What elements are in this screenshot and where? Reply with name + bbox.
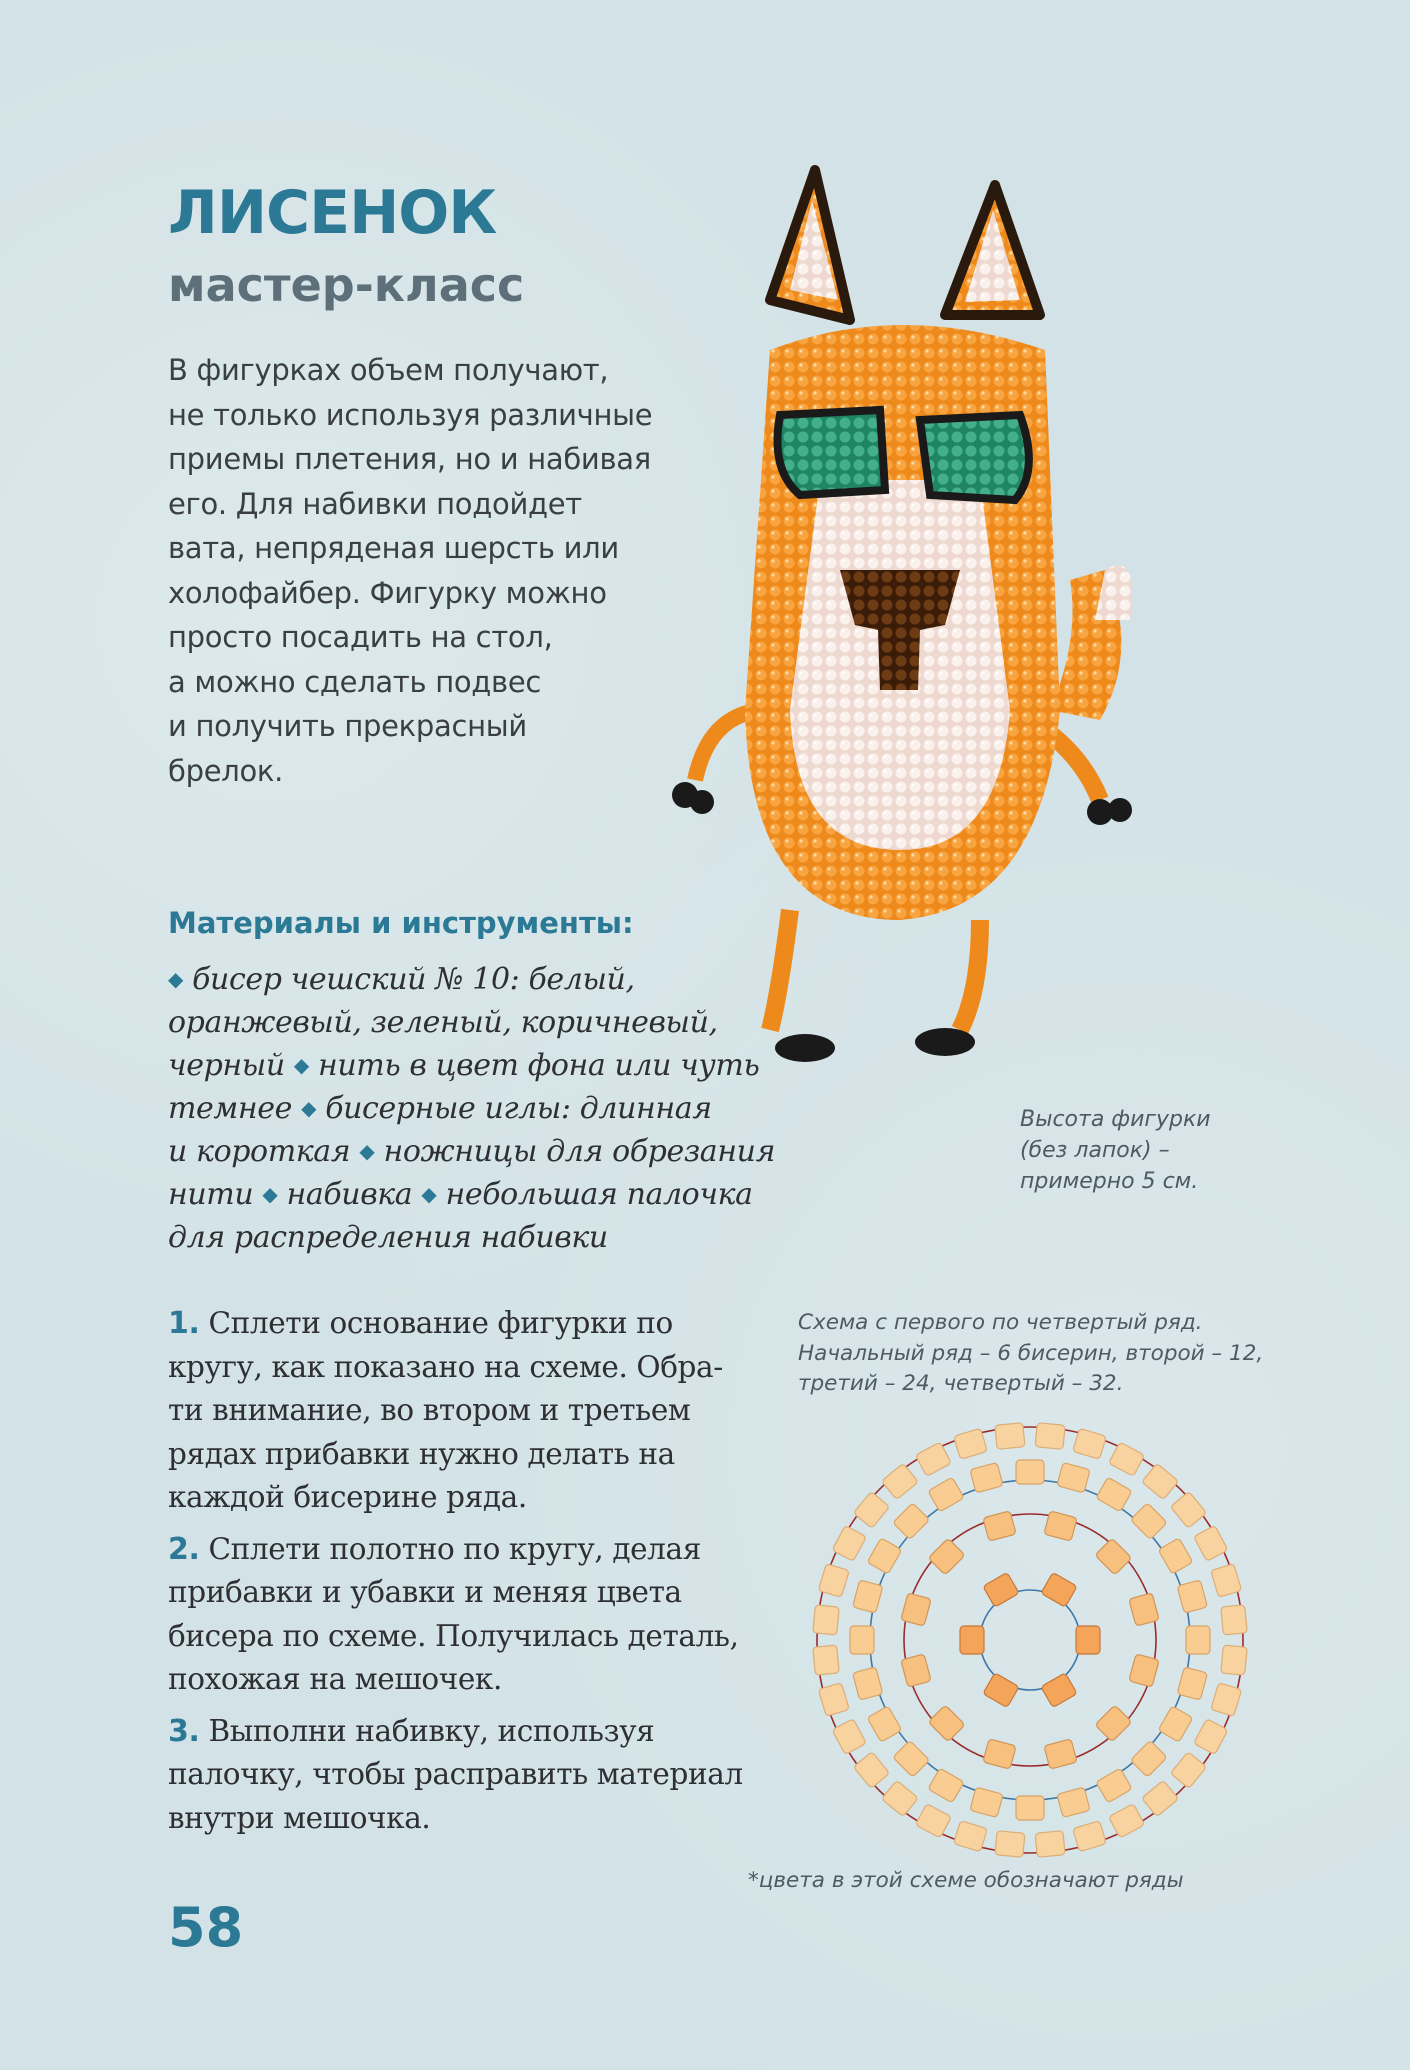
steps-list xyxy=(168,1302,768,1848)
materials-line xyxy=(168,1001,788,1044)
bullet-icon: ◆ xyxy=(359,1139,375,1163)
scheme-bead-row-3 xyxy=(928,1477,964,1512)
step-line xyxy=(168,1302,768,1346)
scheme-bead-row-3 xyxy=(1130,1503,1167,1540)
intro-line: холофайбер. Фигурку можно xyxy=(168,575,607,610)
step-3 xyxy=(168,1710,768,1841)
scheme-bead-row-2 xyxy=(1095,1538,1132,1575)
scheme-bead-row-3 xyxy=(850,1626,874,1654)
scheme-bead-row-4 xyxy=(881,1463,918,1499)
scheme-bead-row-3 xyxy=(1096,1477,1132,1512)
intro-line: вата, непряденая шерсть или xyxy=(168,531,619,565)
scheme-bead-row-2 xyxy=(1044,1739,1077,1769)
materials-line xyxy=(168,1216,788,1259)
scheme-bead-row-2 xyxy=(901,1593,931,1626)
step-line: похожая на мешочек. xyxy=(168,1662,502,1696)
scheme-bead-row-4 xyxy=(818,1683,849,1717)
scheme-bead-row-4 xyxy=(995,1423,1025,1450)
thread-lines xyxy=(817,1427,1243,1853)
scheme-bead-row-3 xyxy=(1177,1667,1207,1700)
scheme-bead-row-4 xyxy=(915,1442,951,1476)
scheme-bead-row-2 xyxy=(928,1538,965,1575)
page-number: 58 xyxy=(168,1896,244,1959)
intro-line: его. Для набивки подойдет xyxy=(168,486,582,521)
bullet-icon: ◆ xyxy=(168,967,183,991)
scheme-bead-row-4 xyxy=(954,1821,988,1852)
bullet-icon: ◆ xyxy=(301,1096,317,1120)
step-number: 2. xyxy=(168,1531,200,1567)
scheme-bead-row-4 xyxy=(1142,1780,1179,1816)
materials-line xyxy=(168,1173,788,1216)
step-1 xyxy=(168,1302,768,1520)
scheme-bead-row-4 xyxy=(832,1525,866,1561)
scheme-bead-row-4 xyxy=(1035,1423,1065,1450)
materials-line xyxy=(168,958,788,1001)
scheme-bead-row-1 xyxy=(983,1572,1019,1607)
scheme-bead-row-3 xyxy=(867,1706,902,1742)
step-line xyxy=(168,1710,768,1754)
scheme-bead-row-4 xyxy=(1142,1463,1179,1499)
material-item: нити xyxy=(168,1177,254,1212)
scheme-bead-row-3 xyxy=(928,1768,964,1803)
step-2 xyxy=(168,1528,768,1702)
step-line: внутри мешочка. xyxy=(168,1800,431,1835)
scheme-bead-row-4 xyxy=(1170,1752,1206,1789)
material-item: темнее xyxy=(168,1091,292,1126)
scheme-bead-row-4 xyxy=(813,1605,840,1635)
material-item: набивка xyxy=(286,1177,413,1212)
caption-line: примерно 5 см. xyxy=(1020,1169,1199,1194)
scheme-bead-row-4 xyxy=(915,1804,951,1838)
scheme-bead-row-3 xyxy=(1130,1740,1167,1777)
scheme-bead-row-4 xyxy=(1073,1821,1107,1852)
scheme-bead-row-4 xyxy=(1194,1719,1228,1755)
scheme-bead-row-2 xyxy=(928,1705,965,1742)
material-item: бисер чешский № 10: белый, xyxy=(192,962,635,997)
beaded-fox-photo xyxy=(600,150,1200,1080)
intro-line: В фигурках объем получают, xyxy=(168,353,609,387)
page-subtitle: мастер-класс xyxy=(168,258,525,312)
intro-line: брелок. xyxy=(168,753,284,788)
intro-line: не только используя различные xyxy=(168,397,653,432)
page-title: ЛИСЕНОК xyxy=(168,178,497,248)
scheme-bead-row-3 xyxy=(893,1503,930,1540)
step-number: 1. xyxy=(168,1306,200,1341)
scheme-bead-row-3 xyxy=(1158,1706,1193,1742)
caption-line: Высота фигурки xyxy=(1020,1107,1211,1132)
step-line: прибавки и убавки и меняя цвета xyxy=(168,1575,682,1609)
material-item: для распределения набивки xyxy=(168,1220,608,1255)
intro-line: просто посадить на стол, xyxy=(168,620,553,654)
scheme-bead-row-3 xyxy=(852,1580,882,1613)
bullet-icon: ◆ xyxy=(262,1182,278,1206)
scheme-bead-row-3 xyxy=(893,1740,930,1777)
scheme-bead-row-4 xyxy=(954,1428,988,1459)
scheme-bead-row-3 xyxy=(970,1462,1003,1492)
step-line: палочку, чтобы расправить материал xyxy=(168,1757,743,1791)
intro-line: и получить прекрасный xyxy=(168,709,527,743)
step-number: 3. xyxy=(168,1713,200,1749)
scheme-bead-row-1 xyxy=(983,1673,1019,1708)
scheme-bead-row-2 xyxy=(983,1511,1016,1541)
scheme-bead-row-4 xyxy=(853,1752,889,1789)
scheme-bead-row-4 xyxy=(1109,1442,1145,1476)
materials-heading: Материалы и инструменты: xyxy=(168,906,634,940)
step-line: рядах прибавки нужно делать на xyxy=(168,1436,675,1471)
thread-ring xyxy=(817,1427,1243,1853)
materials-list xyxy=(168,958,788,1259)
scheme-bead-row-4 xyxy=(995,1831,1025,1858)
scheme-bead-row-2 xyxy=(1044,1511,1077,1541)
scheme-bead-row-1 xyxy=(1041,1572,1077,1607)
materials-line xyxy=(168,1087,788,1130)
intro-line: а можно сделать подвес xyxy=(168,664,542,699)
scheme-caption xyxy=(798,1308,1263,1400)
step-line: бисера по схеме. Получилась деталь, xyxy=(168,1618,739,1653)
caption-line: Схема с первого по четвертый ряд. xyxy=(798,1310,1203,1335)
scheme-bead-row-1 xyxy=(1041,1673,1077,1708)
scheme-bead-row-4 xyxy=(1109,1804,1145,1838)
scheme-bead-row-4 xyxy=(1035,1831,1065,1858)
material-item: ножницы для обрезания xyxy=(383,1134,776,1169)
bullet-icon: ◆ xyxy=(293,1053,309,1077)
caption-line: Начальный ряд – 6 бисерин, второй – 12, xyxy=(798,1340,1264,1366)
scheme-bead-row-4 xyxy=(832,1719,866,1755)
scheme-bead-row-4 xyxy=(1211,1683,1242,1717)
scheme-bead-row-4 xyxy=(881,1780,918,1816)
scheme-bead-row-4 xyxy=(813,1645,840,1675)
scheme-bead-row-3 xyxy=(1096,1768,1132,1803)
intro-line: приемы плетения, но и набивая xyxy=(168,442,651,476)
step-text: Выполни набивку, используя xyxy=(208,1713,655,1748)
material-item: оранжевый, зеленый, коричневый, xyxy=(168,1005,718,1040)
scheme-bead-row-2 xyxy=(901,1654,931,1687)
scheme-bead-row-3 xyxy=(867,1538,902,1574)
scheme-bead-row-4 xyxy=(1211,1564,1242,1598)
scheme-bead-row-3 xyxy=(1016,1460,1044,1484)
scheme-bead-row-3 xyxy=(1177,1580,1207,1613)
material-item: и короткая xyxy=(168,1134,351,1169)
step-line: кругу, как показано на схеме. Обра- xyxy=(168,1349,723,1384)
scheme-footnote: *цвета в этой схеме обозначают ряды xyxy=(748,1868,1184,1893)
scheme-bead-row-3 xyxy=(970,1787,1003,1817)
scheme-bead-row-3 xyxy=(1186,1626,1210,1654)
scheme-bead-row-4 xyxy=(1170,1491,1206,1528)
step-text: Сплети основание фигурки по xyxy=(208,1306,673,1340)
step-line xyxy=(168,1528,768,1572)
materials-line xyxy=(168,1130,788,1173)
scheme-bead-row-3 xyxy=(1016,1796,1044,1820)
scheme-bead-row-1 xyxy=(960,1626,984,1654)
step-line: каждой бисерине ряда. xyxy=(168,1480,527,1514)
scheme-bead-row-2 xyxy=(983,1739,1016,1769)
materials-line xyxy=(168,1044,788,1087)
scheme-bead-row-4 xyxy=(818,1564,849,1598)
scheme-bead-row-4 xyxy=(1221,1605,1248,1635)
material-item: небольшая палочка xyxy=(445,1177,753,1212)
material-item: бисерные иглы: длинная xyxy=(325,1091,712,1126)
bullet-icon: ◆ xyxy=(421,1182,437,1206)
material-item: нить в цвет фона или чуть xyxy=(318,1048,760,1083)
step-line: ти внимание, во втором и третьем xyxy=(168,1393,691,1427)
material-item: черный xyxy=(168,1048,285,1083)
scheme-bead-row-3 xyxy=(1057,1787,1090,1817)
scheme-bead-row-2 xyxy=(1095,1705,1132,1742)
caption-line: (без лапок) – xyxy=(1020,1138,1170,1163)
scheme-bead-row-3 xyxy=(1057,1462,1090,1492)
scheme-bead-row-2 xyxy=(1129,1593,1159,1626)
bead-circle-scheme xyxy=(800,1410,1260,1870)
scheme-bead-row-1 xyxy=(1076,1626,1100,1654)
scheme-bead-row-4 xyxy=(1194,1525,1228,1561)
scheme-bead-row-3 xyxy=(1158,1538,1193,1574)
figure-height-caption xyxy=(1020,1104,1211,1197)
caption-line: третий – 24, четвертый – 32. xyxy=(798,1371,1124,1396)
scheme-bead-row-4 xyxy=(1221,1645,1248,1675)
scheme-bead-row-4 xyxy=(853,1491,889,1528)
scheme-bead-row-3 xyxy=(852,1667,882,1700)
scheme-bead-row-4 xyxy=(1073,1428,1107,1459)
scheme-bead-row-2 xyxy=(1129,1654,1159,1687)
step-text: Сплети полотно по кругу, делая xyxy=(208,1531,701,1566)
